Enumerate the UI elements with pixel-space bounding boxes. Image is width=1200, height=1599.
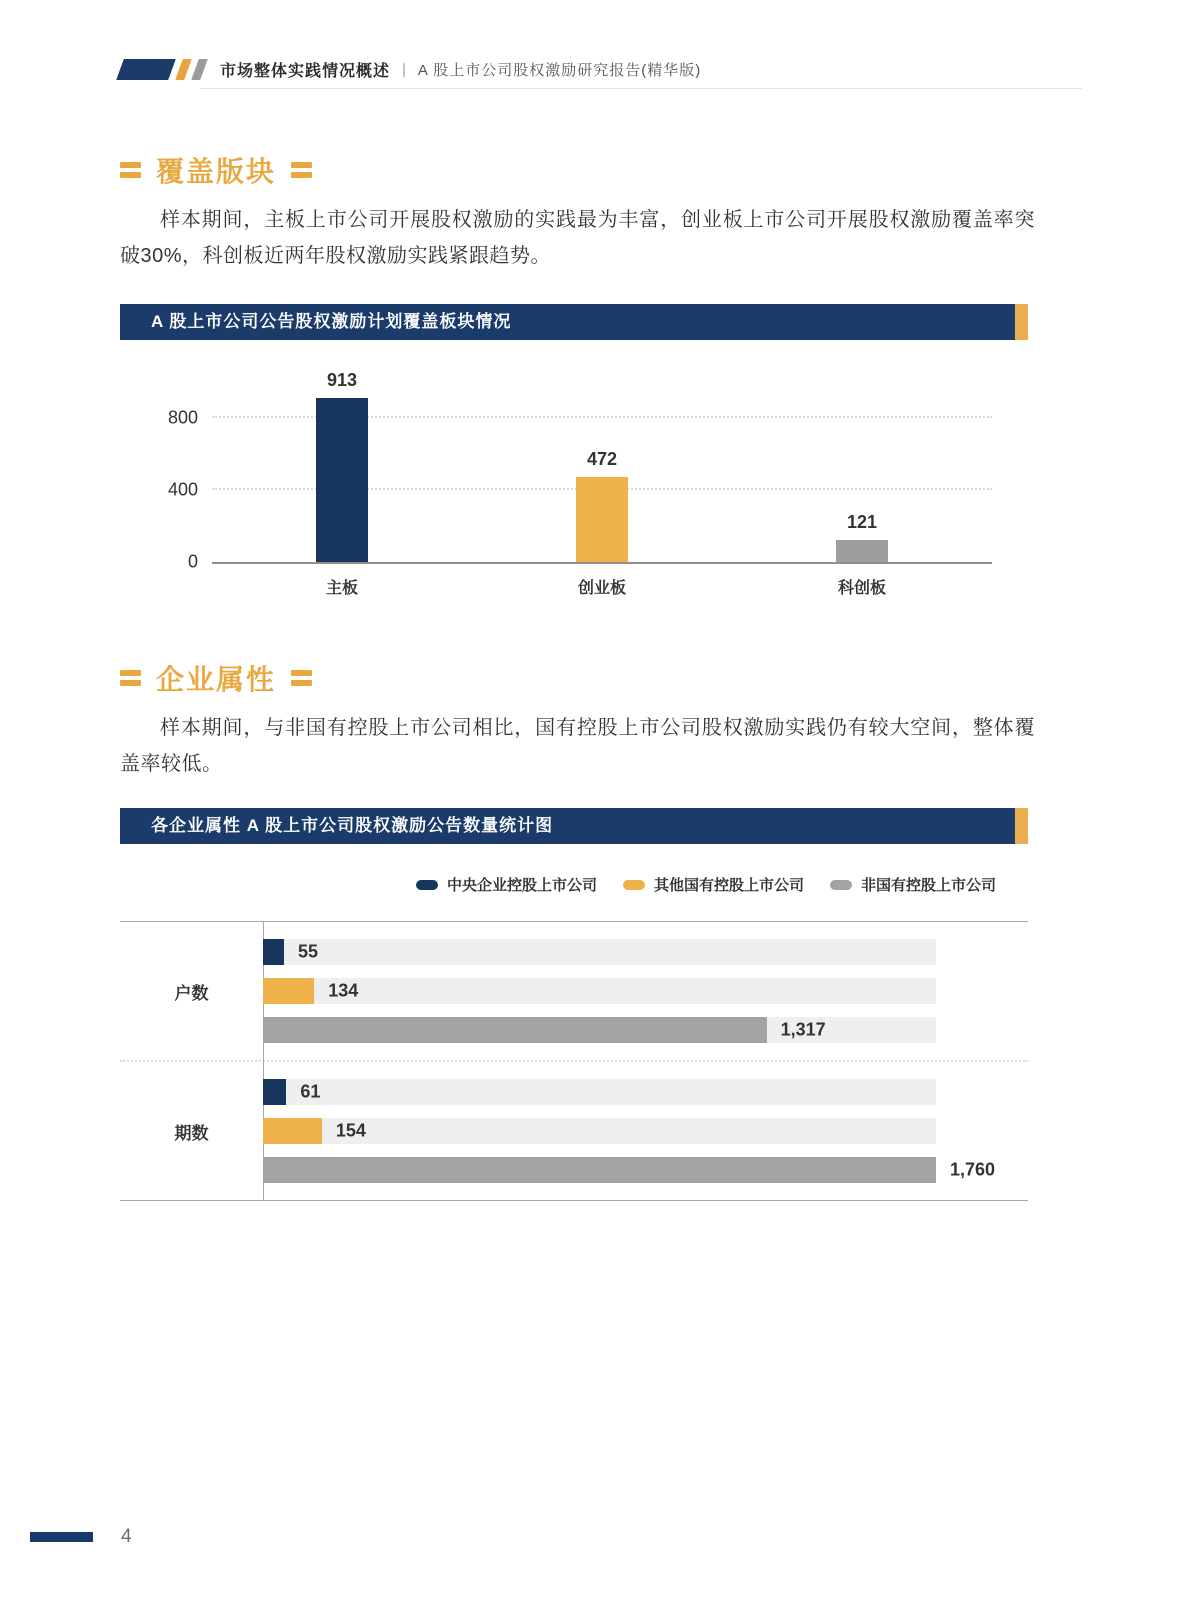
logo-slash-gray-icon xyxy=(191,59,208,80)
bar xyxy=(263,1017,767,1043)
bar xyxy=(263,939,284,965)
legend-marker-icon xyxy=(623,880,645,890)
group-rows xyxy=(263,939,1028,1043)
section-heading-coverage xyxy=(120,150,1200,190)
bar-column xyxy=(732,384,992,597)
group-category-label: 期数 xyxy=(174,1123,209,1143)
logo xyxy=(120,59,204,80)
chart1-title-bar xyxy=(120,304,1028,340)
x-axis-category-label: 科创板 xyxy=(837,580,887,597)
bar-row xyxy=(263,939,1028,965)
legend-label: 其他国有控股上市公司 xyxy=(653,877,804,894)
group-category-label: 户数 xyxy=(174,983,209,1003)
bar-value-label: 134 xyxy=(328,980,359,1001)
bar xyxy=(263,1157,936,1183)
bar-column xyxy=(212,369,472,597)
legend-label: 非国有控股上市公司 xyxy=(860,877,996,894)
bar-row xyxy=(263,1118,1028,1144)
header-report-title: A 股上市公司股权激励研究报告(精华版) xyxy=(417,61,702,79)
chart2-title-bar xyxy=(120,808,1028,844)
page-number: 4 xyxy=(121,1526,132,1547)
bar-track xyxy=(263,978,936,1004)
bar xyxy=(263,1079,286,1105)
bar xyxy=(576,449,628,597)
bar-row xyxy=(263,1017,1028,1043)
section-paragraph: 样本期间，主板上市公司开展股权激励的实践最为丰富，创业板上市公司开展股权激励覆盖率突破30%，科创板近两年股权激励实践紧跟趋势。 xyxy=(120,209,1035,267)
heading-mark-icon xyxy=(291,162,312,178)
y-axis-tick-label: 0 xyxy=(187,551,198,572)
bar-columns xyxy=(212,369,992,597)
legend-marker-icon xyxy=(830,880,852,890)
bar-value-label: 121 xyxy=(846,512,878,533)
title-bar-accent xyxy=(1015,808,1028,844)
bar-value-label: 472 xyxy=(586,449,618,470)
header-section-title: 市场整体实践情况概述 xyxy=(220,62,391,80)
legend-item xyxy=(623,874,804,895)
bar xyxy=(263,978,314,1004)
legend-item xyxy=(416,874,597,895)
heading-mark-icon xyxy=(120,162,141,178)
bar-value-label: 61 xyxy=(300,1081,321,1102)
y-axis-tick-label: 800 xyxy=(167,407,198,428)
enterprise-attribute-chart xyxy=(120,874,1028,1201)
header-separator: | xyxy=(402,60,406,78)
bar-row xyxy=(263,1157,1028,1183)
legend-marker-icon xyxy=(416,880,438,890)
section-heading-enterprise xyxy=(120,658,1200,698)
bar-track xyxy=(263,1079,936,1105)
y-axis-tick-label: 400 xyxy=(167,479,198,500)
page-header xyxy=(120,56,1082,82)
legend-item xyxy=(830,874,996,895)
heading-mark-icon xyxy=(291,670,312,686)
section-title: 覆盖版块 xyxy=(156,156,277,187)
x-axis-category-label: 创业板 xyxy=(577,580,627,597)
bar-group xyxy=(120,1062,1028,1200)
bar-value-label: 1,760 xyxy=(950,1159,996,1180)
logo-parallelogram-icon xyxy=(116,59,176,80)
heading-mark-icon xyxy=(120,670,141,686)
section-paragraph: 样本期间，与非国有控股上市公司相比，国有控股上市公司股权激励实践仍有较大空间，整体覆盖率较低。 xyxy=(120,717,1035,775)
x-axis-category-label: 主板 xyxy=(325,580,359,597)
bar-column xyxy=(472,384,732,597)
bar-value-label: 55 xyxy=(298,941,319,962)
header-rule xyxy=(200,88,1082,89)
bar xyxy=(263,1118,322,1144)
chart2-title: 各企业属性 A 股上市公司股权激励公告数量统计图 xyxy=(120,808,1015,844)
bar-row xyxy=(263,978,1028,1004)
bar-value-label: 913 xyxy=(326,369,358,390)
bar xyxy=(836,512,888,597)
bar-group xyxy=(120,922,1028,1060)
bar-track xyxy=(263,1118,936,1144)
footer-accent-bar xyxy=(30,1532,93,1542)
bar-row xyxy=(263,1079,1028,1105)
bar-track xyxy=(263,1017,936,1043)
legend-label: 中央企业控股上市公司 xyxy=(446,877,597,894)
chart2-body xyxy=(120,921,1028,1201)
bar-track xyxy=(263,1157,996,1183)
section-title: 企业属性 xyxy=(156,664,277,695)
sector-coverage-chart xyxy=(120,369,1028,610)
logo-slash-gold-icon xyxy=(175,59,192,80)
bar xyxy=(316,369,368,597)
bar-value-label: 154 xyxy=(335,1120,366,1141)
group-rows xyxy=(263,1079,1028,1183)
title-bar-accent xyxy=(1015,304,1028,340)
sector-chart-plot xyxy=(167,369,992,597)
bar-value-label: 1,317 xyxy=(780,1019,826,1040)
chart1-title: A 股上市公司公告股权激励计划覆盖板块情况 xyxy=(120,304,1015,340)
chart2-legend xyxy=(120,874,1028,895)
bar-track xyxy=(263,939,936,965)
